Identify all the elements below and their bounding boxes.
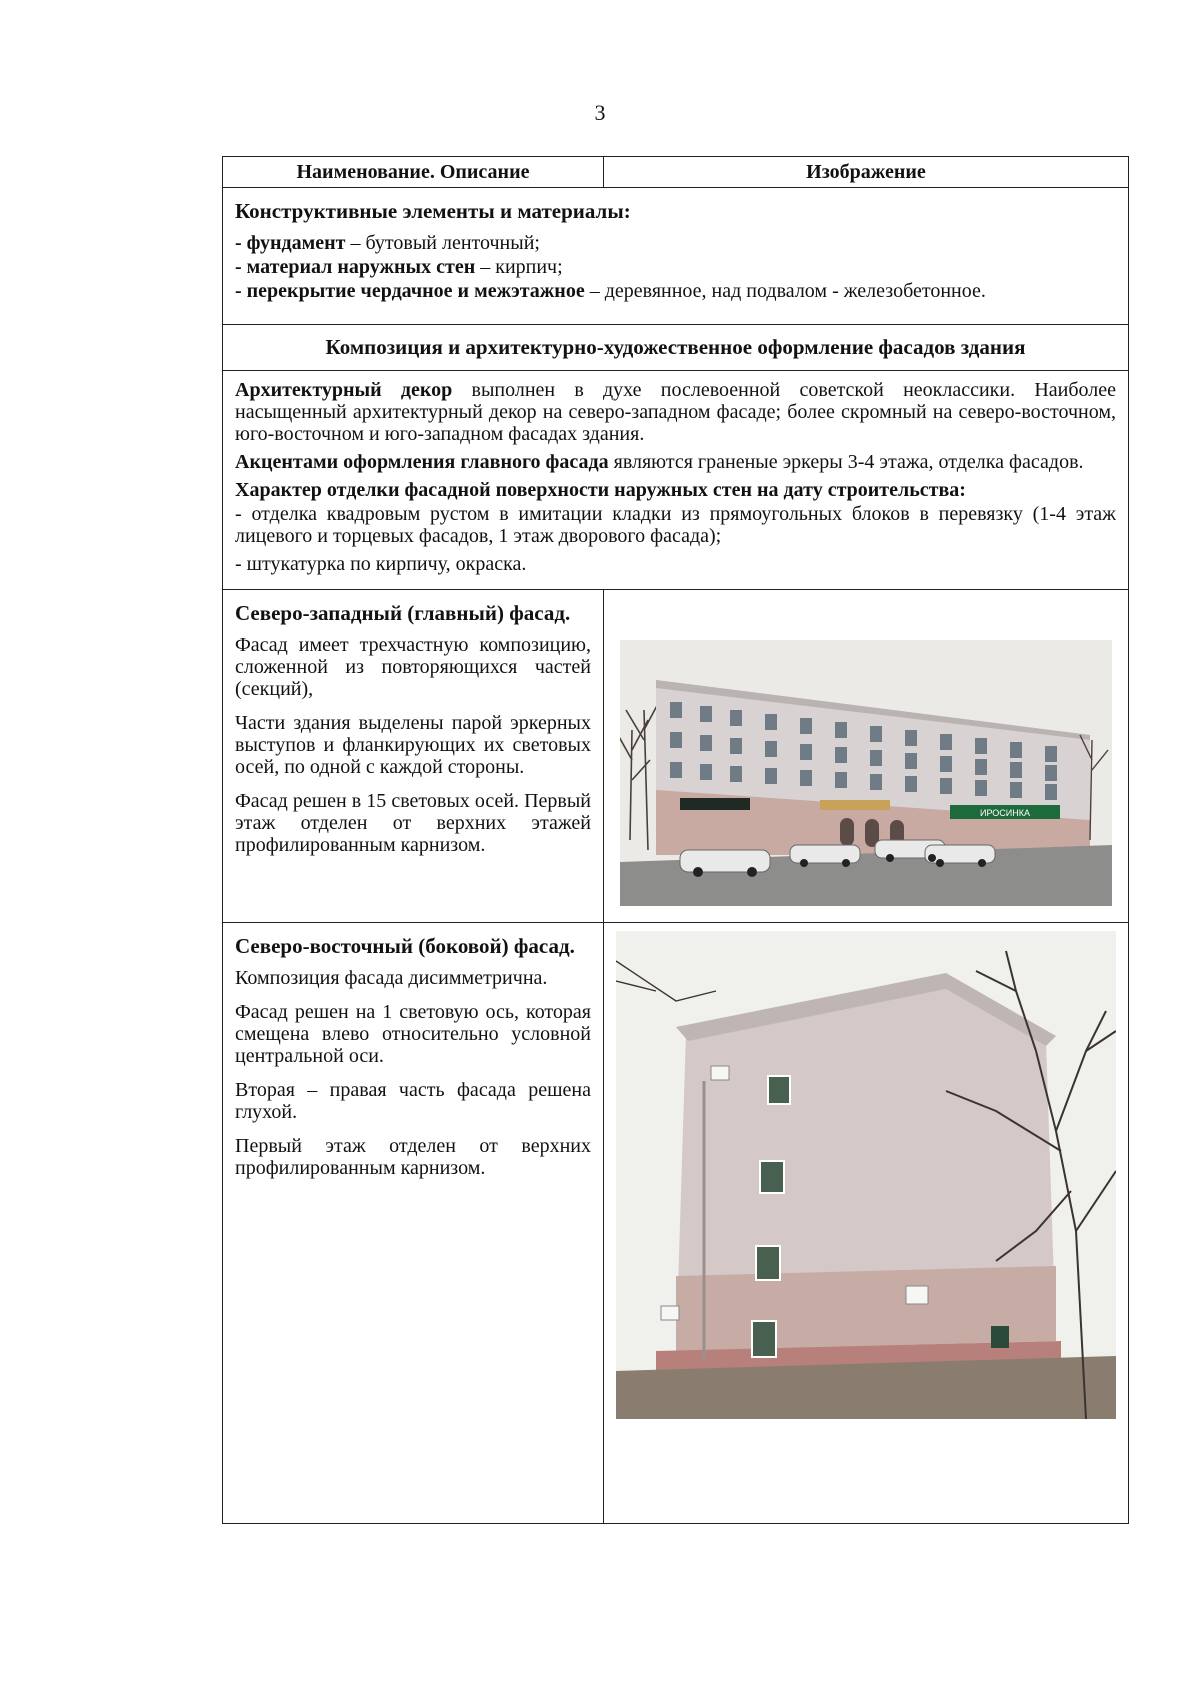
- constructive-item: - перекрытие чердачное и межэтажное – деревянное, над подвалом - железобетонное.: [235, 280, 986, 302]
- finish-bullet: - штукатурка по кирпичу, окраска.: [235, 553, 527, 575]
- composition-title: Композиция и архитектурно-художественное оформление фасадов здания: [325, 335, 1026, 359]
- accents-paragraph: Акцентами оформления главного фасада являются граненые эркеры 3-4 этажа, отделка фасадов.: [235, 451, 1084, 473]
- facade-nw-title: Северо-западный (главный) фасад.: [235, 601, 571, 625]
- facade-nw-text: [223, 590, 603, 876]
- facade-nw-paragraph: Фасад имеет трехчастную композицию, сложенной из повторяющихся частей (секций),: [235, 634, 591, 700]
- facade-ne-paragraph: Вторая – правая часть фасада решена глухой.: [235, 1079, 591, 1123]
- constructive-title: Конструктивные элементы и материалы:: [235, 199, 631, 223]
- facade-nw-row: [223, 590, 1129, 923]
- facade-ne-text: [223, 923, 603, 1199]
- constructive-section: [223, 188, 1128, 312]
- composition-section: [223, 371, 1128, 585]
- constructive-row: [223, 188, 1129, 325]
- constructive-item: - материал наружных стен – кирпич;: [235, 256, 563, 278]
- facade-nw-paragraph: Части здания выделены парой эркерных выступов и фланкирующих их световых осей, по одной с каждой стороны.: [235, 712, 591, 778]
- finish-heading: Характер отделки фасадной поверхности наружных стен на дату строительства:: [235, 479, 966, 501]
- facade-ne-paragraph: Фасад решен на 1 световую ось, которая смещена влево относительно условной центральной оси.: [235, 1001, 591, 1067]
- facade-nw-paragraph: Фасад решен в 15 световых осей. Первый этаж отделен от верхних этажей профилированным карнизом.: [235, 790, 591, 856]
- table-header-row: [223, 157, 1129, 188]
- shop-sign-text: ИРОСИНКА: [980, 808, 1030, 818]
- page-number: 3: [594, 100, 606, 125]
- header-name-description: Наименование. Описание: [223, 157, 604, 188]
- facade-ne-paragraph: Композиция фасада дисимметрична.: [235, 967, 548, 989]
- northeast-facade-photo: [616, 931, 1116, 1419]
- finish-bullet: - отделка квадровым рустом в имитации кладки из прямоугольных блоков в перевязку (1-4 этаж лицевого и торцевых фасадов, 1 этаж дворового фасада);: [235, 503, 1116, 547]
- constructive-item: - фундамент – бутовый ленточный;: [235, 232, 540, 254]
- northwest-facade-photo: [620, 640, 1112, 906]
- facade-ne-title: Северо-восточный (боковой) фасад.: [235, 934, 575, 958]
- description-table: [222, 156, 1129, 1524]
- composition-row: [223, 371, 1129, 590]
- facade-ne-row: [223, 923, 1129, 1524]
- header-image: Изображение: [604, 157, 1129, 188]
- facade-ne-paragraph: Первый этаж отделен от верхних профилированным карнизом.: [235, 1135, 591, 1179]
- decor-paragraph: Архитектурный декор выполнен в духе послевоенной советской неоклассики. Наиболее насыщенный архитектурный декор на северо-западном фасаде; более скромный на северо-восточном, юго-восточном и юго-западном фасадах здания.: [235, 379, 1116, 445]
- composition-title-row: [223, 325, 1129, 371]
